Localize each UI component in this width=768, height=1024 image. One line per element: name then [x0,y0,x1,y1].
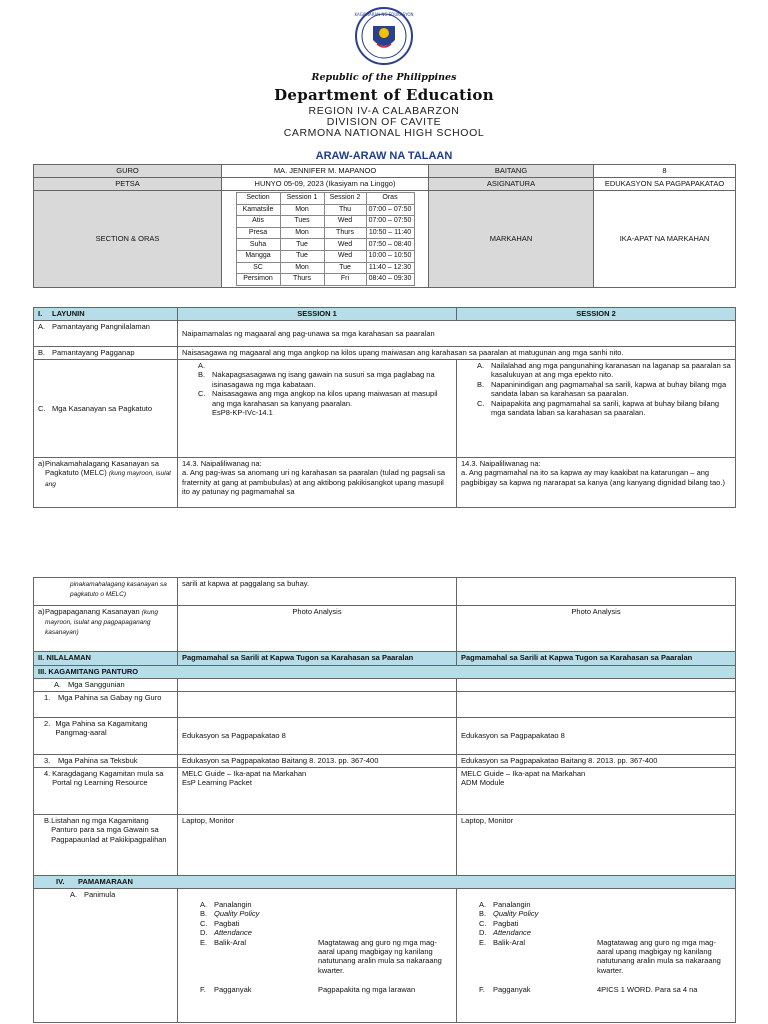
nilalaman-session2: Pagmamahal sa Sarili at Kapwa Tugon sa Karahasan sa Paaralan [457,652,736,666]
pagganyak-label: Pagganyak [493,985,531,994]
nilalaman-label: II. NILALAMAN [34,652,178,666]
balik-aral-text: Magtatawag ang guro ng mga mag-aaral upang magbigay ng kanilang natutunang aralin mula sa nakaraang kwarter. [318,937,442,975]
schedule-session2: Tue [324,262,366,274]
list-item: B. Nakapagsasagawa ng isang gawain na susuri sa mga paglabag na isinasagawa ng mga kabataan. [198,370,435,389]
school-text: CARMONA NATIONAL HIGH SCHOOL [283,127,485,139]
pagganap-label-cell [34,347,178,360]
balik-aral-label: Balik-Aral [214,937,247,947]
pangnilalaman-text: Naipamamalas ng magaaral ang pag-unawa sa mga karahasan sa paaralan [178,321,736,347]
pagganap-label: Pamantayang Pagganap [52,348,135,357]
melc-label-cell [34,458,178,508]
teksbuk-label: Mga Pahina sa Teksbuk [58,756,138,765]
schedule-row [236,227,414,239]
schedule-row [236,262,414,274]
pangnilalaman-label: Pamantayang Pangnilalaman [52,322,150,331]
balik-aral-text: Magtatawag ang guro ng mga mag-aaral upang magbigay ng kanilang natutunang aralin mula sa nakaraang kwarter. [597,937,721,975]
baitang-label: BAITANG [429,165,594,178]
balik-aral-label: Balik-Aral [493,937,526,947]
republic-text: Republic of the Philippines [311,72,457,83]
nilalaman-row [34,652,736,666]
pagpapaganang-row [34,606,736,652]
pagganyak-label: Pagganyak [214,985,252,994]
svg-text:KAGAWARAN NG EDUKASYON: KAGAWARAN NG EDUKASYON [354,12,414,17]
panimula-session1 [178,889,457,1023]
schedule-header: Session 1 [280,193,324,205]
kasanayan-session2 [457,360,736,458]
layunin-number: I. [38,309,43,318]
schedule-row [236,250,414,262]
schedule-session1: Tue [280,250,324,262]
gabay-label: Mga Pahina sa Gabay ng Guro [58,693,162,702]
schedule-row [236,204,414,216]
pamamaraan-label: PAMAMARAAN [78,877,133,886]
melc-continued-session1: sarili at kapwa at paggalang sa buhay. [178,578,457,606]
gabay-row [34,692,736,718]
pangnilalaman-key: A. [38,322,46,331]
list-item: A. Nailalahad ang mga pangunahing karanasan na laganap sa paaralan sa kasalukuyan at ang mga epekto nito. [477,361,731,380]
schedule-session1: Thurs [280,274,324,286]
schedule-section: Kamatsile [236,204,280,216]
plan-table-part2 [33,577,736,1023]
gabay-label-cell: 1. Mga Pahina sa Gabay ng Guro [34,692,178,718]
schedule-row [236,274,414,286]
karagdagang-session2: MELC Guide – Ika-apat na Markahan ADM Module [457,768,736,815]
list-item: B. Quality Policy [200,909,260,919]
asignatura-label: ASIGNATURA [429,178,594,191]
melc-continued-row [34,578,736,606]
list-item: B. Napaninindigan ang pagmamahal sa sarili, kapwa at buhay bilang mga sandata laban sa karahasan sa paaralan. [477,379,727,399]
schedule-session1: Tues [280,216,324,228]
schedule-session2: Fri [324,274,366,286]
list-item: B. Quality Policy [479,909,539,919]
schedule-time: 10:00 – 10:50 [366,250,414,262]
petsa-label: PETSA [34,178,222,191]
kasanayan-label: Mga Kasanayan sa Pagkatuto [52,403,153,413]
schedule-session2: Wed [324,239,366,251]
listahan-label-cell: B. Listahan ng mga Kagamitang Panturo para sa mga Gawain sa Pagpapaunlad at Pakikipagpalihan [34,815,178,876]
panimula-session2 [457,889,736,1023]
schedule-time: 08:40 – 09:30 [366,274,414,286]
pagganyak-item: F. Pagganyak 4PICS 1 WORD. Para sa 4 na [479,985,731,994]
guro-label: GURO [34,165,222,178]
sanggunian-label: Mga Sanggunian [68,680,125,689]
balik-aral-item: E. Balik-Aral Magtatawag ang guro ng mga mag-aaral upang magbigay ng kanilang natutunang aralin mula sa nakaraang kwarter. [479,938,731,976]
list-item: C. Pagbati [479,918,519,928]
schedule-header-row [236,193,414,205]
listahan-session1: Laptop, Monitor [178,815,457,876]
schedule-session1: Mon [280,262,324,274]
session1-heading: SESSION 1 [178,308,457,321]
list-item: A. Panalangin [479,900,531,909]
deped-seal-logo [354,6,414,66]
asignatura-value: EDUKASYON SA PAGPAPAKATAO [594,178,736,191]
teksbuk-label-cell: 3. Mga Pahina sa Teksbuk [34,755,178,768]
pamamaraan-heading: IV. PAMAMARAAN [34,876,736,889]
schedule-session2: Thu [324,204,366,216]
list-item: D. Attendance [200,928,252,938]
kasanayan-label-cell [34,360,178,458]
schedule-time: 07:50 – 08:40 [366,239,414,251]
schedule-section: Presa [236,227,280,239]
pagpapaganang-label: Pagpapaganang Kasanayan [45,607,140,616]
melc-code: EsP8-KP-IVc-14.1 [212,407,273,417]
schedule-time: 11:40 – 12:30 [366,262,414,274]
pagpapaganang-label-cell [34,606,178,652]
listahan-row [34,815,736,876]
sanggunian-row [34,679,736,692]
karagdagang-session1: MELC Guide – Ika-apat na Markahan EsP Learning Packet [178,768,457,815]
melc-continued-note: pinakamahalagang kasanayan sa pagkatuto o MELC) [34,578,178,606]
karagdagang-row [34,768,736,815]
pagganap-text: Naisasagawa ng magaaral ang mga angkop na kilos upang maiwasan ang karahasan sa paaralan at matugunan ang mga sanhi nito. [178,347,736,360]
empty-cell [178,692,457,718]
melc-note: (kung mayroon, isulat ang [45,470,171,488]
schedule-session1: Mon [280,204,324,216]
empty-cell [178,679,457,692]
nilalaman-session1: Pagmamahal sa Sarili at Kapwa Tugon sa Karahasan sa Paaralan [178,652,457,666]
pangmag-aaral-row [34,718,736,755]
schedule-time: 10:50 – 11:40 [366,227,414,239]
schedule-section: Suha [236,239,280,251]
pangmag-aaral-session1: Edukasyon sa Pagpapakatao 8 [178,718,457,755]
schedule-section: Persimon [236,274,280,286]
list-item [198,408,452,417]
petsa-value: HUNYO 05-09, 2023 (Ikasiyam na Linggo) [222,178,429,191]
list-item: D. Attendance [479,928,531,938]
division-text: DIVISION OF CAVITE [326,116,442,128]
list-item: C. Naipapakita ang pagmamahal sa sarili, kapwa at buhay bilang bilang mga sandata laban sa karahasan sa paaralan. [477,398,720,417]
pangmag-aaral-session2: Edukasyon sa Pagpapakatao 8 [457,718,736,755]
list-item: A. Panalangin [200,900,252,909]
schedule-cell [222,191,429,288]
pangnilalaman-label-cell [34,321,178,347]
schedule-time: 07:00 – 07:50 [366,216,414,228]
melc-row [34,458,736,508]
region-text: REGION IV-A CALABARZON [308,105,460,117]
pagganyak-item: F. Pagganyak Pagpapakita ng mga larawan [200,985,452,994]
schedule-time: 07:00 – 07:50 [366,204,414,216]
kagamitan-row [34,666,736,679]
melc-session2: 14.3. Naipaliliwanag na: a. Ang pagmamahal na ito sa kapwa ay may kaakibat na katarungan – ang pagbibigay sa kapwa ng nararapat sa kanya (ang kanyang dignidad bilang tao.) [457,458,736,508]
melc-label: Pinakamahalagang Kasanayan sa Pagkatuto (MELC) [45,459,159,478]
balik-aral-item: E. Balik-Aral Magtatawag ang guro ng mga mag-aaral upang magbigay ng kanilang natutunang aralin mula sa nakaraang kwarter. [200,938,452,976]
list-item: A. [198,361,206,370]
list-item: C. Naisasagawa ang mga angkop na kilos upang maiwasan at masupil ang mga karahasan sa kanyang paaralan. [198,389,438,408]
list-item: C. Pagbati [200,918,240,928]
pamamaraan-row [34,876,736,889]
panimula-row [34,889,736,1023]
kasanayan-key: C. [38,403,46,413]
teksbuk-session1: Edukasyon sa Pagpapakatao Baitang 8. 2013. pp. 367-400 [178,755,457,768]
pagganyak-text: 4PICS 1 WORD. Para sa 4 na [597,985,698,994]
panimula-label-cell: A. Panimula [34,889,178,1023]
pagpapaganang-key: a) [38,607,45,616]
layunin-header-row [34,308,736,321]
info-table [33,164,736,288]
teksbuk-session2: Edukasyon sa Pagpapakatao Baitang 8. 2013. pp. 367-400 [457,755,736,768]
schedule-header: Section [236,193,280,205]
schedule-header: Session 2 [324,193,366,205]
schedule-row [236,239,414,251]
pangnilalaman-row [34,321,736,347]
kagamitan-label: III. KAGAMITANG PANTURO [34,666,736,679]
pangmag-aaral-label: Mga Pahina sa Kagamitang Pangmag-aaral [55,719,148,738]
kasanayan-session1 [178,360,457,458]
photo-analysis-session2: Photo Analysis [457,606,736,652]
section-oras-label: SECTION & ORAS [34,191,222,288]
panimula-label: Panimula [84,890,116,899]
document-title: ARAW-ARAW NA TALAAN [315,150,453,162]
schedule-session2: Wed [324,216,366,228]
department-title: Department of Education [274,86,494,104]
photo-analysis-session1: Photo Analysis [178,606,457,652]
schedule-session2: Wed [324,250,366,262]
schedule-row [236,216,414,228]
schedule-session2: Thurs [324,227,366,239]
pagganap-row [34,347,736,360]
melc-continued-session2 [457,578,736,606]
markahan-value: IKA-APAT NA MARKAHAN [594,191,736,288]
layunin-heading [34,308,178,321]
guro-value: MA. JENNIFER M. MAPANOO [222,165,429,178]
teksbuk-row [34,755,736,768]
pagganap-key: B. [38,348,46,357]
empty-cell [457,692,736,718]
listahan-session2: Laptop, Monitor [457,815,736,876]
melc-key: a) [38,459,45,468]
listahan-label: Listahan ng mga Kagamitang Panturo para sa mga Gawain sa Pagpapaunlad at Pakikipagpalihan [51,816,167,844]
melc-session1: 14.3. Naipaliliwanag na: a. Ang pag-iwas sa anomang uri ng karahasan sa paaralan (tulad ng pagsali sa fraternity at gang at pambubulas) at ang aktibong pakikisangkot upang masupil ito ay patunay ng pagmamahal sa [178,458,457,508]
layunin-label: LAYUNIN [52,309,85,318]
pangmag-aaral-label-cell: 2. Mga Pahina sa Kagamitang Pangmag-aaral [34,718,178,755]
empty-cell [457,679,736,692]
schedule-header: Oras [366,193,414,205]
pagpapaganang-note: (kung mayroon, isulat ang pagpapaganang kasanayan) [45,609,159,637]
kasanayan-row [34,360,736,458]
baitang-value: 8 [594,165,736,178]
sanggunian-label-cell: A. Mga Sanggunian [34,679,178,692]
schedule-session1: Mon [280,227,324,239]
karagdagang-label: Karagdagang Kagamitan mula sa Portal ng Learning Resource [52,769,164,788]
schedule-table [236,192,415,286]
schedule-session1: Tue [280,239,324,251]
pagganyak-text: Pagpapakita ng mga larawan [318,985,416,994]
schedule-section: Mangga [236,250,280,262]
markahan-label: MARKAHAN [429,191,594,288]
session2-heading: SESSION 2 [457,308,736,321]
karagdagang-label-cell: 4. Karagdagang Kagamitan mula sa Portal ng Learning Resource [34,768,178,815]
plan-table-part1 [33,307,736,508]
schedule-section: Atis [236,216,280,228]
schedule-section: SC [236,262,280,274]
